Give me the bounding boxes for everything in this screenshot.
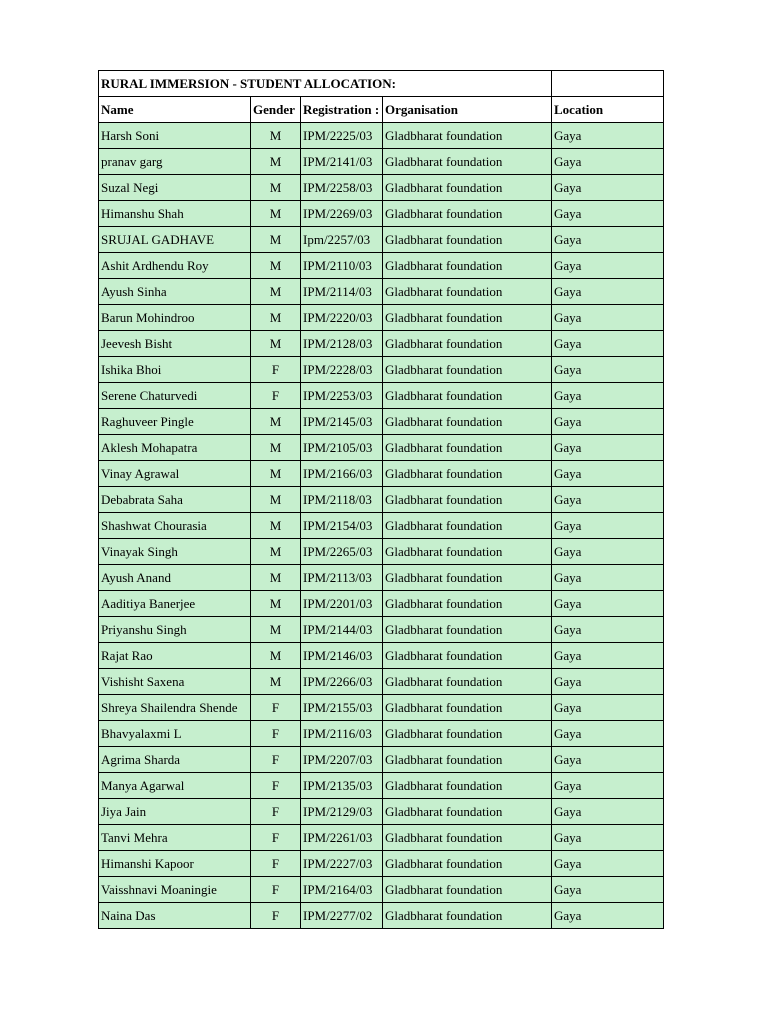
cell-name: Ayush Sinha [99,279,251,305]
cell-organisation: Gladbharat foundation [383,825,552,851]
cell-location: Gaya [552,669,664,695]
cell-location: Gaya [552,721,664,747]
cell-gender: F [251,695,301,721]
cell-organisation: Gladbharat foundation [383,851,552,877]
cell-organisation: Gladbharat foundation [383,435,552,461]
cell-gender: F [251,851,301,877]
cell-organisation: Gladbharat foundation [383,903,552,929]
table-row [99,903,664,929]
table-row [99,487,664,513]
cell-location: Gaya [552,799,664,825]
cell-registration: IPM/2266/03 [301,669,383,695]
cell-gender: F [251,773,301,799]
cell-name: Jiya Jain [99,799,251,825]
cell-name: Aklesh Mohapatra [99,435,251,461]
cell-name: Barun Mohindroo [99,305,251,331]
cell-registration: IPM/2166/03 [301,461,383,487]
cell-location: Gaya [552,695,664,721]
table-body [99,123,664,929]
cell-gender: M [251,201,301,227]
cell-name: Vinay Agrawal [99,461,251,487]
table-row [99,357,664,383]
table-row [99,617,664,643]
cell-organisation: Gladbharat foundation [383,227,552,253]
table-row [99,435,664,461]
cell-name: Ashit Ardhendu Roy [99,253,251,279]
cell-organisation: Gladbharat foundation [383,747,552,773]
cell-registration: IPM/2269/03 [301,201,383,227]
cell-gender: M [251,591,301,617]
cell-organisation: Gladbharat foundation [383,591,552,617]
table-title: RURAL IMMERSION - STUDENT ALLOCATION: [99,71,552,97]
cell-gender: F [251,383,301,409]
cell-name: Shreya Shailendra Shende [99,695,251,721]
cell-name: Naina Das [99,903,251,929]
table-row [99,799,664,825]
cell-organisation: Gladbharat foundation [383,773,552,799]
cell-registration: IPM/2114/03 [301,279,383,305]
table-row [99,123,664,149]
table-row [99,331,664,357]
cell-gender: F [251,877,301,903]
cell-gender: F [251,825,301,851]
cell-gender: F [251,357,301,383]
cell-organisation: Gladbharat foundation [383,201,552,227]
cell-gender: M [251,565,301,591]
cell-registration: IPM/2129/03 [301,799,383,825]
cell-name: Vishisht Saxena [99,669,251,695]
cell-organisation: Gladbharat foundation [383,721,552,747]
cell-registration: IPM/2228/03 [301,357,383,383]
cell-organisation: Gladbharat foundation [383,383,552,409]
cell-organisation: Gladbharat foundation [383,409,552,435]
cell-registration: IPM/2144/03 [301,617,383,643]
cell-location: Gaya [552,513,664,539]
cell-organisation: Gladbharat foundation [383,331,552,357]
table-row [99,773,664,799]
cell-gender: M [251,643,301,669]
cell-organisation: Gladbharat foundation [383,149,552,175]
cell-organisation: Gladbharat foundation [383,279,552,305]
cell-name: pranav garg [99,149,251,175]
column-header-registration: Registration : [301,97,383,123]
cell-organisation: Gladbharat foundation [383,669,552,695]
column-header-gender: Gender [251,97,301,123]
cell-registration: IPM/2154/03 [301,513,383,539]
table-row [99,721,664,747]
cell-name: SRUJAL GADHAVE [99,227,251,253]
cell-registration: IPM/2155/03 [301,695,383,721]
cell-gender: F [251,721,301,747]
cell-gender: F [251,747,301,773]
cell-location: Gaya [552,591,664,617]
table-row [99,279,664,305]
cell-name: Ayush Anand [99,565,251,591]
cell-gender: M [251,513,301,539]
table-row [99,513,664,539]
cell-registration: IPM/2105/03 [301,435,383,461]
cell-location: Gaya [552,201,664,227]
cell-name: Ishika Bhoi [99,357,251,383]
cell-location: Gaya [552,331,664,357]
cell-name: Harsh Soni [99,123,251,149]
cell-registration: IPM/2253/03 [301,383,383,409]
cell-location: Gaya [552,357,664,383]
cell-gender: M [251,253,301,279]
cell-organisation: Gladbharat foundation [383,305,552,331]
cell-gender: M [251,669,301,695]
cell-registration: IPM/2110/03 [301,253,383,279]
cell-location: Gaya [552,643,664,669]
cell-location: Gaya [552,539,664,565]
cell-registration: IPM/2207/03 [301,747,383,773]
cell-location: Gaya [552,747,664,773]
cell-name: Raghuveer Pingle [99,409,251,435]
cell-gender: F [251,903,301,929]
cell-gender: M [251,149,301,175]
cell-organisation: Gladbharat foundation [383,695,552,721]
table-row [99,539,664,565]
cell-organisation: Gladbharat foundation [383,643,552,669]
table-row [99,383,664,409]
column-header-name: Name [99,97,251,123]
table-row [99,305,664,331]
cell-location: Gaya [552,409,664,435]
cell-location: Gaya [552,461,664,487]
table-row [99,747,664,773]
cell-gender: F [251,799,301,825]
cell-location: Gaya [552,903,664,929]
header-row [99,97,664,123]
cell-name: Bhavyalaxmi L [99,721,251,747]
table-row [99,227,664,253]
cell-registration: Ipm/2257/03 [301,227,383,253]
cell-organisation: Gladbharat foundation [383,253,552,279]
cell-location: Gaya [552,877,664,903]
cell-name: Vaisshnavi Moaningie [99,877,251,903]
cell-location: Gaya [552,773,664,799]
cell-name: Tanvi Mehra [99,825,251,851]
cell-organisation: Gladbharat foundation [383,461,552,487]
cell-name: Manya Agarwal [99,773,251,799]
cell-name: Himanshu Shah [99,201,251,227]
cell-registration: IPM/2118/03 [301,487,383,513]
cell-registration: IPM/2261/03 [301,825,383,851]
cell-registration: IPM/2265/03 [301,539,383,565]
cell-registration: IPM/2225/03 [301,123,383,149]
cell-organisation: Gladbharat foundation [383,357,552,383]
cell-gender: M [251,305,301,331]
cell-organisation: Gladbharat foundation [383,175,552,201]
cell-gender: M [251,435,301,461]
cell-name: Agrima Sharda [99,747,251,773]
cell-location: Gaya [552,279,664,305]
cell-gender: M [251,487,301,513]
cell-registration: IPM/2116/03 [301,721,383,747]
table-row [99,565,664,591]
table-row [99,253,664,279]
cell-name: Serene Chaturvedi [99,383,251,409]
title-empty-cell [552,71,664,97]
cell-organisation: Gladbharat foundation [383,513,552,539]
cell-gender: M [251,175,301,201]
cell-registration: IPM/2220/03 [301,305,383,331]
cell-organisation: Gladbharat foundation [383,539,552,565]
table-row [99,851,664,877]
cell-location: Gaya [552,123,664,149]
cell-location: Gaya [552,227,664,253]
cell-registration: IPM/2113/03 [301,565,383,591]
cell-name: Debabrata Saha [99,487,251,513]
cell-location: Gaya [552,175,664,201]
cell-name: Aaditiya Banerjee [99,591,251,617]
table-row [99,149,664,175]
cell-location: Gaya [552,149,664,175]
cell-gender: M [251,461,301,487]
cell-registration: IPM/2145/03 [301,409,383,435]
cell-gender: M [251,539,301,565]
cell-gender: M [251,227,301,253]
cell-organisation: Gladbharat foundation [383,617,552,643]
cell-name: Suzal Negi [99,175,251,201]
cell-registration: IPM/2201/03 [301,591,383,617]
cell-organisation: Gladbharat foundation [383,799,552,825]
table-row [99,695,664,721]
cell-location: Gaya [552,383,664,409]
table-row [99,175,664,201]
table-row [99,669,664,695]
table-row [99,591,664,617]
cell-gender: M [251,279,301,305]
cell-registration: IPM/2258/03 [301,175,383,201]
cell-registration: IPM/2277/02 [301,903,383,929]
cell-registration: IPM/2135/03 [301,773,383,799]
cell-location: Gaya [552,825,664,851]
table-row [99,825,664,851]
title-row [99,71,664,97]
table-row [99,201,664,227]
cell-gender: M [251,123,301,149]
table-row [99,643,664,669]
table-row [99,409,664,435]
cell-location: Gaya [552,253,664,279]
student-allocation-table [98,70,664,929]
cell-registration: IPM/2146/03 [301,643,383,669]
table-row [99,877,664,903]
cell-location: Gaya [552,617,664,643]
column-header-location: Location [552,97,664,123]
cell-location: Gaya [552,851,664,877]
cell-name: Shashwat Chourasia [99,513,251,539]
column-header-organisation: Organisation [383,97,552,123]
table-row [99,461,664,487]
cell-name: Jeevesh Bisht [99,331,251,357]
cell-organisation: Gladbharat foundation [383,565,552,591]
cell-registration: IPM/2164/03 [301,877,383,903]
cell-registration: IPM/2227/03 [301,851,383,877]
cell-location: Gaya [552,305,664,331]
cell-registration: IPM/2128/03 [301,331,383,357]
cell-gender: M [251,617,301,643]
cell-location: Gaya [552,435,664,461]
cell-organisation: Gladbharat foundation [383,487,552,513]
cell-registration: IPM/2141/03 [301,149,383,175]
cell-location: Gaya [552,487,664,513]
cell-organisation: Gladbharat foundation [383,123,552,149]
cell-organisation: Gladbharat foundation [383,877,552,903]
cell-name: Priyanshu Singh [99,617,251,643]
cell-location: Gaya [552,565,664,591]
cell-name: Vinayak Singh [99,539,251,565]
cell-gender: M [251,409,301,435]
cell-gender: M [251,331,301,357]
cell-name: Himanshi Kapoor [99,851,251,877]
cell-name: Rajat Rao [99,643,251,669]
